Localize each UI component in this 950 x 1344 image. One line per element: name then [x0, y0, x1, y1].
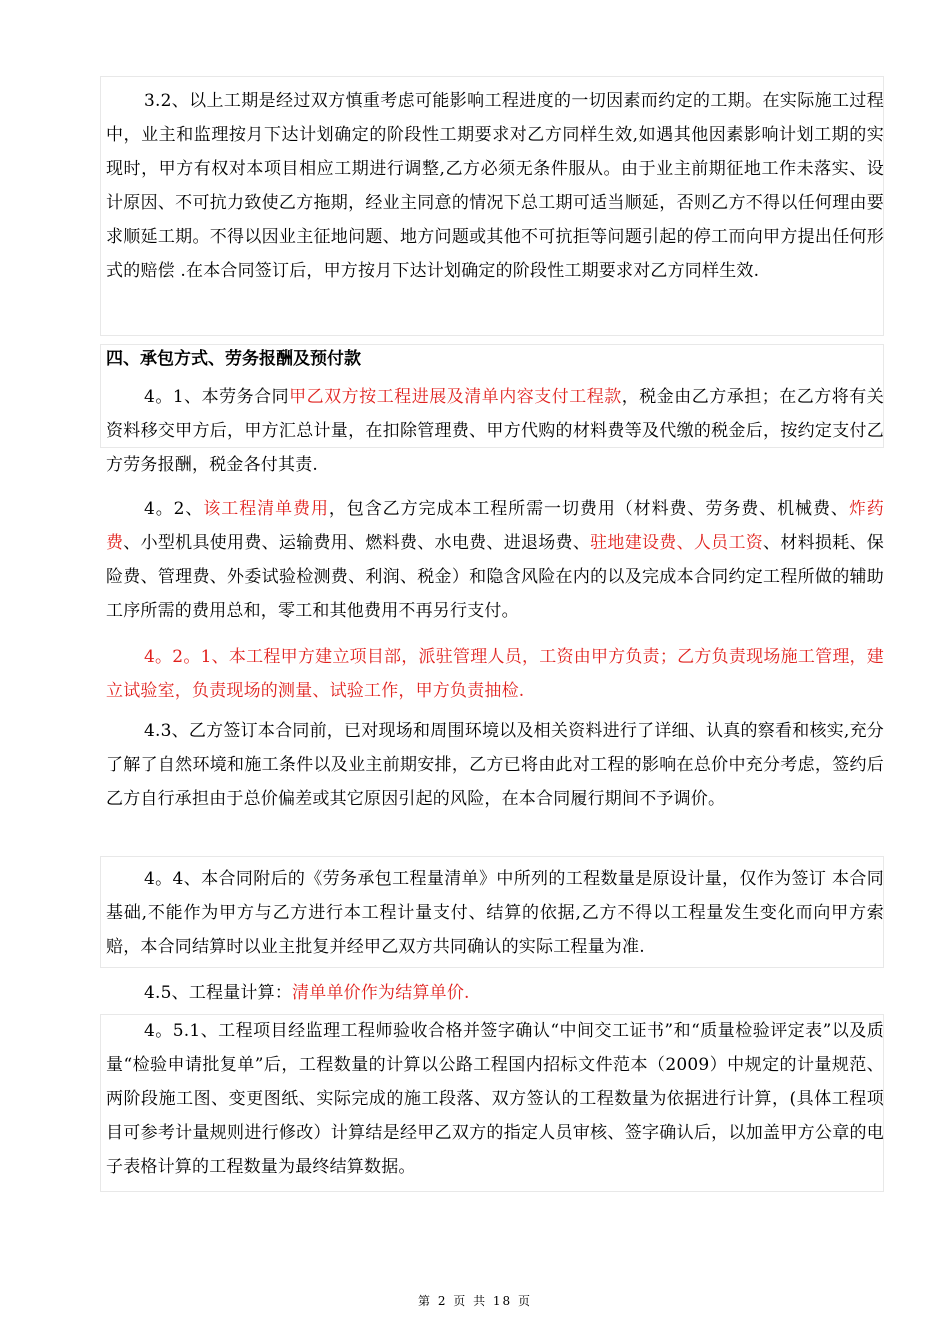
clause-4-1-text-b: ，税金由乙方承担；在乙方将有关资料移交甲方后，甲方汇总计量，在扣除管理费、甲方代购的材料费等及代缴的税金后，按约定支付乙方劳务报酬，税金各付其责. [106, 387, 884, 475]
clause-4-2-highlight-3: 驻地建设费、人员工资 [590, 533, 764, 553]
clause-4-3-text: 4.3、乙方签订本合同前，已对现场和周围环境以及相关资料进行了详细、认真的察看和核实,充分了解了自然环境和施工条件以及业主前期安排，乙方已将由此对工程的影响在总价中充分考虑，签约后乙方自行承担由于总价偏差或其它原因引起的风险，在本合同履行期间不予调价。 [106, 721, 884, 809]
clause-4-2-highlight-2: 炸药费 [106, 499, 884, 553]
clause-4-2-text-b: ，包含乙方完成本工程所需一切费用（材料费、劳务费、机械费、 [328, 499, 849, 519]
clause-3-2-text: 3.2、以上工期是经过双方慎重考虑可能影响工程进度的一切因素而约定的工期。在实际施工过程中，业主和监理按月下达计划确定的阶段性工期要求对乙方同样生效,如遇其他因素影响计划工期的实现时，甲方有权对本项目相应工期进行调整,乙方必须无条件服从。由于业主前期征地工作未落实、设计原因、不可抗力致使乙方拖期，经业主同意的情况下总工期可适当顺延，否则乙方不得以任何理由要求顺延工期。不得以因业主征地问题、地方问题或其他不可抗拒等问题引起的停工而向甲方提出任何形式的赔偿 .在本合同签订后，甲方按月下达计划确定的阶段性工期要求对乙方同样生效. [106, 91, 884, 281]
section-heading-4: 四、承包方式、劳务报酬及预付款 [106, 349, 361, 369]
clause-4-2 [106, 492, 884, 628]
clause-4-1-text-a: 4。1、本劳务合同 [144, 387, 290, 407]
clause-4-2-text-d: 、材料损耗、保险费、管理费、外委试验检测费、利润、税金）和隐含风险在内的以及完成本合同约定工程所做的辅助工序所需的费用总和，零工和其他费用不再另行支付。 [106, 533, 884, 621]
clause-4-4 [106, 862, 884, 964]
clause-4-2-1 [106, 640, 884, 708]
clause-4-3 [106, 714, 884, 816]
clause-3-2 [106, 84, 884, 288]
clause-4-4-text: 4。4、本合同附后的《劳务承包工程量清单》中所列的工程数量是原设计量，仅作为签订 本合同基础,不能作为甲方与乙方进行本工程计量支付、结算的依据,乙方不得以工程量发生变化而向甲方索赔，本合同结算时以业主批复并经甲乙双方共同确认的实际工程量为准. [106, 869, 884, 957]
page-footer: 第 2 页 共 18 页 [418, 1294, 532, 1308]
clause-4-5-1 [106, 1014, 884, 1184]
clause-4-5-highlight: 清单单价作为结算单价. [292, 983, 470, 1003]
clause-4-2-text-a: 4。2、 [144, 499, 204, 519]
clause-4-2-text-c: 、小型机具使用费、运输费用、燃料费、水电费、进退场费、 [123, 533, 591, 553]
clause-4-2-highlight-1: 该工程清单费用 [203, 499, 329, 519]
clause-4-5-1-text: 4。5.1、工程项目经监理工程师验收合格并签字确认“中间交工证书”和“质量检验评定表”以及质量“检验申请批复单”后，工程数量的计算以公路工程国内招标文件范本（2009）中规定的计量规范、两阶段施工图、变更图纸、实际完成的施工段落、双方签认的工程数量为依据进行计算，(具体工程项目可参考计量规则进行修改）计算结是经甲乙双方的指定人员审核、签字确认后，以加盖甲方公章的电子表格计算的工程数量为最终结算数据。 [106, 1021, 884, 1177]
clause-4-1 [106, 380, 884, 482]
clause-4-1-highlight: 甲乙双方按工程进展及清单内容支付工程款 [289, 387, 622, 407]
clause-4-2-1-text: 4。2。1、本工程甲方建立项目部，派驻管理人员，工资由甲方负责；乙方负责现场施工管理，建立试验室，负责现场的测量、试验工作，甲方负责抽检. [106, 647, 884, 701]
clause-4-5-text: 4.5、工程量计算： [144, 983, 293, 1003]
clause-4-5 [106, 976, 884, 1010]
